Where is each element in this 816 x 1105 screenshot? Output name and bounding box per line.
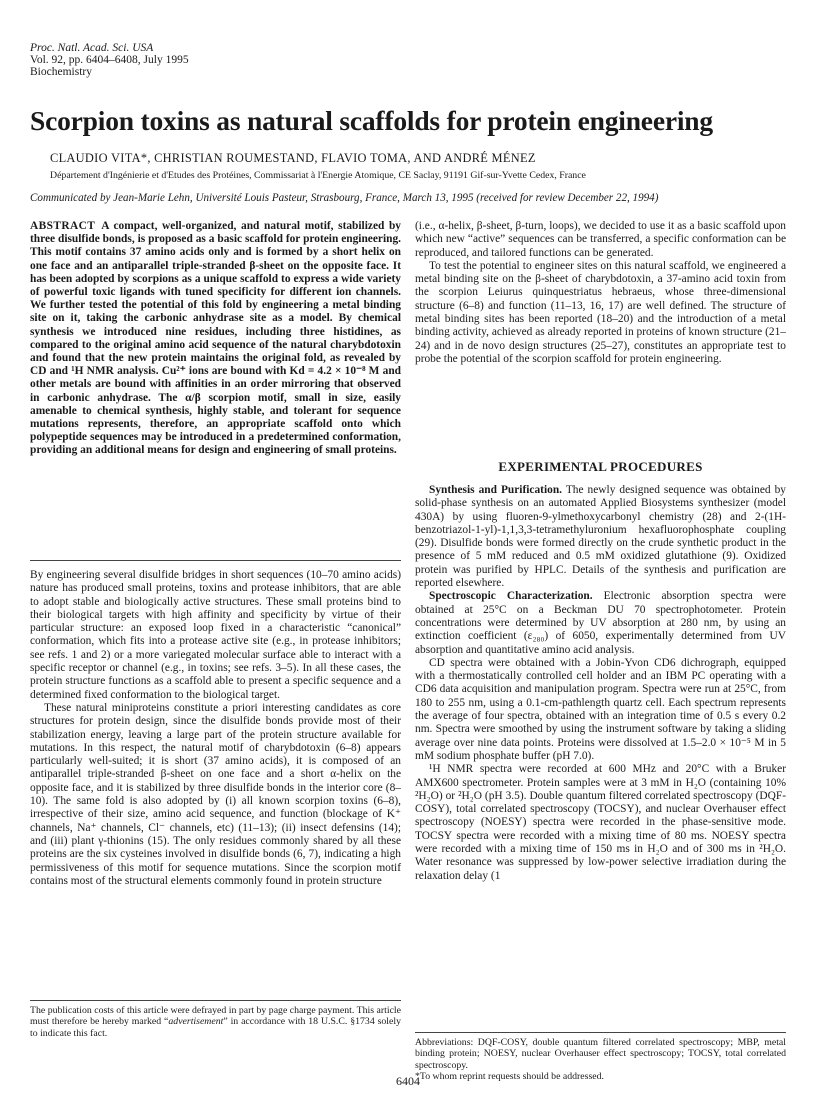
synthesis-paragraph [415,484,786,590]
intro-right-column [415,220,786,366]
spectroscopy-heading: Spectroscopic Characterization. [429,590,593,603]
section-label: Biochemistry [30,66,92,78]
abstract-label: ABSTRACT [30,220,96,232]
abbreviations-text: Abbreviations: DQF-COSY, double quantum filtered correlated spectroscopy; MBP, metal binding protein; NOESY, nuclear Overhauser effect spectroscopy; TOCSY, total correlated spectroscopy. [415,1037,786,1071]
footnote-divider-right [415,1032,786,1033]
journal-header [30,42,189,78]
abstract [30,220,401,458]
abstract-divider [30,560,401,561]
advertisement-word: advertisement [168,1016,224,1028]
publication-note [30,1005,401,1039]
synthesis-text: The newly designed sequence was obtained by solid-phase synthesis on an automated Applied Biosystems synthesizer (model 430A) by using fluoren-9-ylmethoxycarbonyl chemistry (28) and 2-(1H-benzotriazol-1-yl)-1,1,3,3-tetramethyluronium hexafluorophosphate coupling (29). Disulfide bonds were formed directly on the crude synthetic product in the presence of 5 mM reduced and 0.5 mM oxidized glutathione (9). Oxidized protein was purified by HPLC. Details of the synthesis and purification are reported elsewhere. [415,484,786,590]
author-list: CLAUDIO VITA*, CHRISTIAN ROUMESTAND, FLAVIO TOMA, AND ANDRÉ MÉNEZ [50,151,536,165]
spectroscopy-text: Electronic absorption spectra were obtained at 25°C on a Beckman DU 70 spectrophotometer. Protein concentrations were determined by UV absorption at 280 nm, by using an extinction coefficient (ε₂₈₀) of 6050, experimentally determined from UV absorption and quantitative amino acid analysis. [415,590,786,656]
intro-paragraph: (i.e., α-helix, β-sheet, β-turn, loops), we decided to use it as a basic scaffold upon which new “active” sequences can be transferred, a specific conformation can be reproduced, and tailored functions can be generated. [415,220,786,259]
abstract-paragraph [30,220,401,458]
volume-line: Vol. 92, pp. 6404–6408, July 1995 [30,54,189,66]
communicated-by: Communicated by Jean-Marie Lehn, Université Louis Pasteur, Strasbourg, France, March 13, 1995 (received for review December 22, 1994) [30,192,659,204]
intro-paragraph: To test the potential to engineer sites on this natural scaffold, we engineered a metal binding site on the β-sheet of charybdotoxin, a 37-amino acid toxin from the scorpion Leiurus quinquestriatus hebraeus, whose three-dimensional structure (6–8) and function (11–13, 16, 17) are well defined. The structure of metal binding sites has been reported (18–20) and the introduction of a metal binding activity, achieved as already reported in proteins of known structure (21–24) and in de novo design structures (25–27), constitutes an appropriate test to probe the potential of the scorpion scaffold for protein engineering. [415,259,786,365]
footnote-divider-left [30,1000,401,1001]
publication-note-text: The publication costs of this article were defrayed in part by page charge payment. This article must therefore be hereby marked “ [30,1005,401,1028]
page-number: 6404 [396,1074,420,1088]
section-heading-experimental: EXPERIMENTAL PROCEDURES [498,459,703,474]
nmr-paragraph: ¹H NMR spectra were recorded at 600 MHz and 20°C with a Bruker AMX600 spectrometer. Protein samples were at 3 mM in H₂O (containing 10% ²H₂O) or ²H₂O (pH 3.5). Double quantum filtered correlated spectroscopy (DQF-COSY), total correlated spectroscopy (TOCSY), and nuclear Overhauser effect spectroscopy (NOESY) spectra were recorded in the phase-sensitive mode. TOCSY spectra were recorded with a mixing time of 80 ms. NOESY spectra were recorded with a mixing time of 150 ms in H₂O and of 300 ms in ²H₂O. Water resonance was suppressed by low-power selective irradiation during the relaxation delay (1 [415,763,786,882]
intro-paragraph: These natural miniproteins constitute a priori interesting candidates as core structures for protein design, since the disulfide bonds provide most of their stabilization energy, leaving a large part of the protein structure available for mutations. In this respect, the natural motif of charybdotoxin (6–8) appears particularly well-suited; it is short (37 amino acids), it is composed of an antiparallel triple-stranded β-sheet on one face and a short α-helix on the opposite face, and it is stabilized by three disulfide bonds in the interior core (8–10). The same fold is also adopted by (i) all known scorpion toxins (6–8), irrespective of their size, amino acid sequence, and function (blockage of K⁺ channels, Na⁺ channels, Cl⁻ channels, etc) (11–13); (ii) insect defensins (14); and (iii) plant γ-thionins (15). The only residues commonly shared by all these proteins are the six cysteines involved in disulfide bonds (6, 7), indicating a high permissiveness of this motif for sequence mutations. Since the scorpion motif contains most of the structural elements commonly found in protein structure [30,701,401,887]
abstract-text: A compact, well-organized, and natural motif, stabilized by three disulfide bonds, is proposed as a basic scaffold for protein engineering. This motif contains 37 amino acids only and is formed by a short helix on one face and an antiparallel triple-stranded β-sheet on the opposite face. It has been adopted by scorpions as a unique scaffold to express a wide variety of powerful toxic ligands with tuned specificity for different ion channels. We further tested the potential of this fold by engineering a metal binding site on it, taking the carbonic anhydrase site as a model. By chemical synthesis we introduced nine residues, including three histidines, as compared to the original amino acid sequence of the natural charybdotoxin and found that the new protein maintains the original fold, as revealed by CD and ¹H NMR analysis. Cu²⁺ ions are bound with Kd = 4.2 × 10⁻⁸ M and other metals are bound with affinities in an order mirroring that observed in carbonic anhydrase. The α/β scorpion motif, small in size, easily amenable to chemical synthesis, highly stable, and tolerant for sequence mutations represents, therefore, an appropriate scaffold onto which polypeptide sequences may be introduced in a predetermined conformation, providing an additional means for design and engineering of small proteins. [30,220,401,457]
synthesis-heading: Synthesis and Purification. [429,484,563,496]
affiliation: Département d'Ingénierie et d'Etudes des Protéines, Commissariat à l'Energie Atomique, CE Saclay, 91191 Gif-sur-Yvette Cedex, France [50,170,586,181]
journal-name: Proc. Natl. Acad. Sci. USA [30,42,154,54]
correspondence-footnote: *To whom reprint requests should be addressed. [415,1071,604,1083]
experimental-column [415,484,786,883]
cd-paragraph: CD spectra were obtained with a Jobin-Yvon CD6 dichrograph, equipped with a thermostatically controlled cell holder and an IBM PC operating with a CD6 data acquisition and manipulation program. Spectra were run at 25°C, from 180 to 255 nm, using a 0.1-cm-pathlength quartz cell. Each spectrum represents the average of four spectra, obtained with an integration time of 0.5 s every 0.2 nm. Spectra were smoothed by using the instrument software by taking a sliding average over nine data points. Proteins were dissolved at 1.5–2.0 × 10⁻⁵ M in 5 mM sodium phosphate buffer (pH 7.0). [415,656,786,762]
publication-note-text-end: ” in accordance with 18 U.S.C. §1734 solely to indicate this fact. [30,1016,401,1039]
intro-left-column [30,569,401,888]
article-title: Scorpion toxins as natural scaffolds for protein engineering [30,105,713,136]
intro-paragraph: By engineering several disulfide bridges in short sequences (10–70 amino acids) nature has produced small proteins, toxins and protease inhibitors, that are able to adopt stable and biologically active structures. These small proteins bind to their biological targets with high affinity and specificity by virtue of their particular structure: an exposed loop fixed in a characteristic “canonical” conformation, which fits into a protease active site (e.g., in protease inhibitors; see refs. 1 and 2) or a more variegated molecular surface able to interact with a specific receptor or channel (e.g., in toxins; see refs. 3–5). In all these cases, the protein structure functions as a scaffold able to present a specific sequence and a determined fixed conformation to the biological target. [30,569,401,701]
spectroscopy-paragraph [415,590,786,656]
